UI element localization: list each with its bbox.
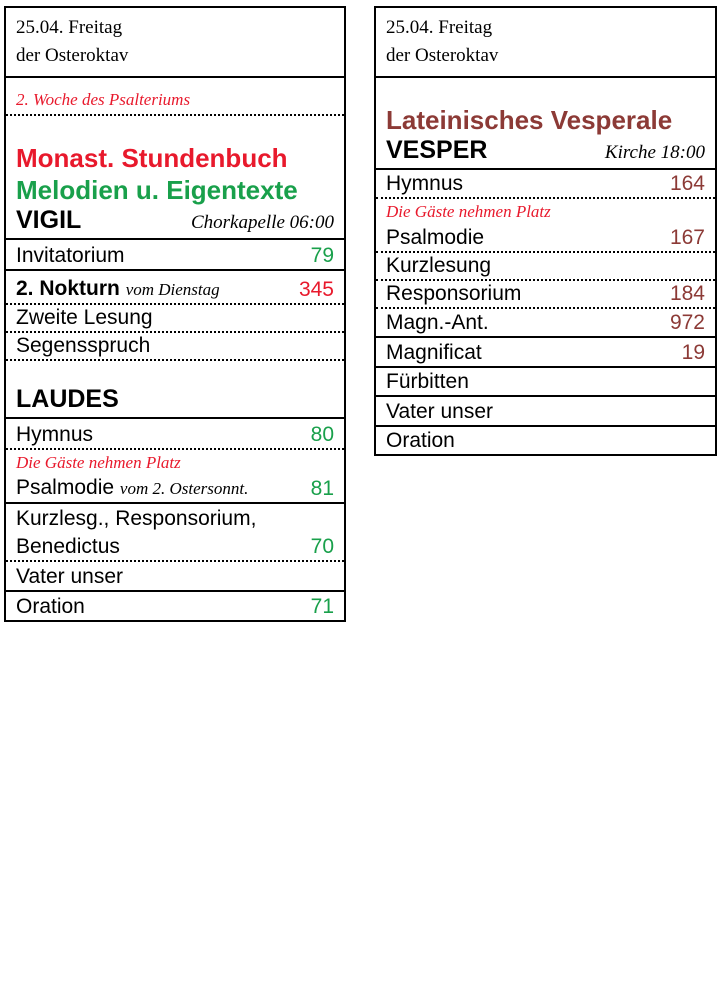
guest-note: Die Gäste nehmen Platz [376, 197, 715, 223]
row-note: vom 2. Ostersonnt. [119, 479, 249, 498]
page-number: 81 [310, 477, 334, 500]
responsorium-row [376, 279, 715, 307]
kurzlesung-row-line1 [6, 502, 344, 532]
vigil-place-time: Chorkapelle 06:00 [190, 212, 334, 233]
row-label-group [16, 475, 248, 502]
vater-unser-row [6, 560, 344, 590]
page-number: 71 [310, 595, 334, 618]
oration-row [6, 590, 344, 620]
vesper-header [376, 136, 715, 168]
kurzlesung-row-line2 [6, 532, 344, 560]
page-number: 70 [310, 535, 334, 558]
psalter-week: 2. Woche des Psalteriums [6, 78, 344, 116]
row-label: Magnificat [386, 341, 482, 364]
row-label: 2. Nokturn [16, 277, 120, 300]
vesper-column [374, 6, 717, 456]
date-line: 25.04. Freitag [16, 17, 123, 38]
laudes-vigil-column [4, 6, 346, 622]
book-title-block [376, 104, 715, 136]
kurzlesung-row [376, 251, 715, 279]
row-label: Hymnus [16, 423, 94, 446]
row-label: Vater unser [16, 565, 123, 588]
laudes-title: LAUDES [16, 385, 119, 413]
page-number: 167 [669, 226, 705, 249]
row-label-group [16, 276, 220, 303]
psalmodie-row [6, 474, 344, 502]
row-label: Fürbitten [386, 370, 469, 393]
oration-row [376, 425, 715, 454]
date-line: 25.04. Freitag [386, 17, 493, 38]
date-header [6, 8, 344, 78]
book-subtitle: Melodien u. Eigentexte [16, 175, 298, 205]
row-note: vom Dienstag [125, 280, 220, 299]
vesper-place-time: Kirche 18:00 [604, 142, 705, 163]
book-title: Monast. Stundenbuch [16, 143, 288, 173]
day-name-line: der Osteroktav [386, 45, 499, 66]
spacer [6, 359, 344, 385]
hymnus-row [6, 417, 344, 448]
page-number: 80 [310, 423, 334, 446]
vater-unser-row [376, 395, 715, 425]
lesung-row [6, 303, 344, 331]
magn-ant-row [376, 307, 715, 336]
page-number: 972 [669, 311, 705, 334]
book-title-block [6, 142, 344, 206]
page-number: 184 [669, 282, 705, 305]
page-number: 19 [681, 341, 705, 364]
day-name-line: der Osteroktav [16, 45, 129, 66]
page-number: 164 [669, 172, 705, 195]
row-label: Benedictus [16, 535, 120, 558]
page-number: 345 [298, 278, 334, 301]
guest-note: Die Gäste nehmen Platz [6, 448, 344, 474]
row-label: Kurzlesg., Responsorium, [16, 507, 257, 530]
row-label: Segensspruch [16, 334, 151, 357]
book-title: Lateinisches Vesperale [386, 105, 673, 135]
invitatorium-row [6, 238, 344, 269]
nokturn-row [6, 269, 344, 303]
row-label: Invitatorium [16, 244, 125, 267]
date-header [376, 8, 715, 78]
row-label: Magn.-Ant. [386, 311, 489, 334]
row-label: Oration [16, 595, 85, 618]
row-label: Kurzlesung [386, 254, 492, 277]
hymnus-row [376, 168, 715, 197]
magnificat-row [376, 336, 715, 366]
row-label: Zweite Lesung [16, 306, 153, 329]
fuerbitten-row [376, 366, 715, 395]
row-label: Vater unser [386, 400, 493, 423]
page-number: 79 [310, 244, 334, 267]
psalmodie-row [376, 223, 715, 251]
row-label: Oration [386, 429, 455, 452]
row-label: Psalmodie [386, 226, 485, 249]
row-label: Hymnus [386, 172, 464, 195]
row-label: Psalmodie [16, 476, 115, 499]
segen-row [6, 331, 344, 359]
row-label: Responsorium [386, 282, 522, 305]
vesper-title: VESPER [386, 136, 488, 164]
laudes-header [6, 385, 344, 417]
vigil-title: VIGIL [16, 206, 82, 234]
vigil-header [6, 206, 344, 238]
